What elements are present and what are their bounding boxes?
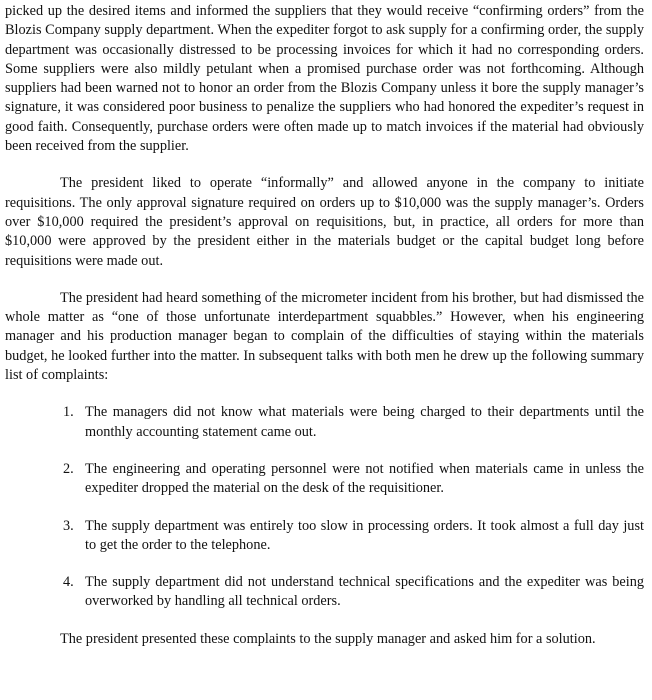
list-item-text: The managers did not know what materials were being charged to their departments until the monthly accounting statement came out. [85,404,644,440]
list-item-text: The supply department was entirely too slow in processing orders. It took almost a full day just to get the order to the telephone. [85,517,644,553]
list-item-text: The supply department did not understand technical specifications and the expediter was being overworked by handling all technical orders. [85,574,644,610]
list-item-number: 4. [63,574,74,591]
paragraph-solution-request: The president presented these complaints to the supply manager and asked him for a solution. [60,630,596,647]
list-item-number: 1. [63,404,74,421]
list-item-text: The engineering and operating personnel were not notified when materials came in unless the expediter dropped the material on the desk of the requisitioner. [85,460,644,497]
paragraph-micrometer-incident: The president had heard something of the micrometer incident from his brother, but had dismissed the whole matter as “one of those unfortunate interdepartment squabbles.” However, when his engineering manager and his production manager began to complain of the difficulties of staying within the materials budget, he looked further into the matter. In subsequent talks with both men he drew up the following summary list of complaints: [5,289,644,384]
list-item [63,460,644,499]
list-item [63,573,644,612]
list-item-number: 2. [63,460,74,477]
list-item-number: 3. [63,517,74,534]
paragraph-requisitions: The president liked to operate “informally” and allowed anyone in the company to initiate requisitions. The only approval signature required on orders up to $10,000 was the supply manager’s. Orders over $10,000 required the president’s approval on requisitions, but, in practice, all orders for more than $10,000 were approved by the president either in the materials budget or the capital budget long before requisitions were made out. [5,175,644,269]
complaints-list [5,403,644,611]
list-item [63,517,644,556]
list-item [63,403,644,442]
paragraph-expediter-orders: picked up the desired items and informed the suppliers that they would receive “confirming orders” from the Blozis Company supply department. When the expediter forgot to ask supply for a confirming order, the supply department was occasionally distressed to be processing invoices for which it had no corresponding orders. Some suppliers were also mildly petulant when a promised purchase order was not forthcoming. Although suppliers had been warned not to honor an order from the Blozis Company unless it bore the supply manager’s signature, it was considered poor business to penalize the suppliers who had honored the expediter’s request in good faith. Consequently, purchase orders were often made up to match invoices if the material had obviously been received from the supplier. [5,3,644,155]
